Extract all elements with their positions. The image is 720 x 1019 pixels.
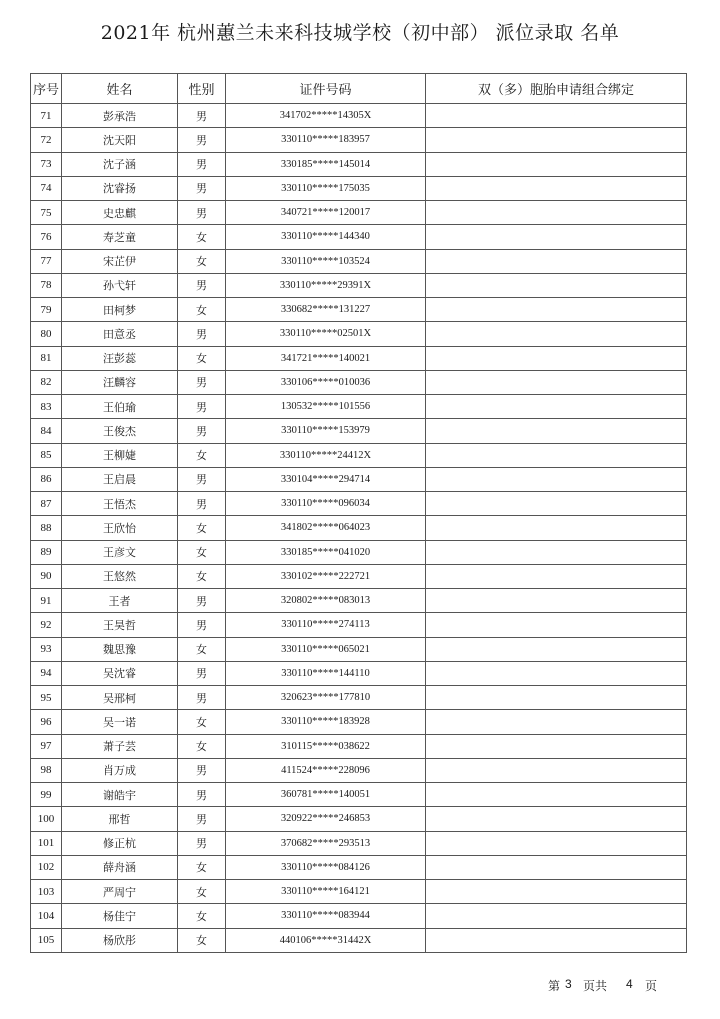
cell-id: 330110*****103524: [226, 249, 426, 273]
cell-gender: 男: [178, 831, 226, 855]
cell-id: 330110*****164121: [226, 880, 426, 904]
cell-id: 440106*****31442X: [226, 928, 426, 952]
cell-gender: 男: [178, 128, 226, 152]
cell-twin: [426, 783, 687, 807]
table-row: [31, 225, 687, 249]
cell-id: 330110*****144340: [226, 225, 426, 249]
table-row: [31, 613, 687, 637]
cell-name: 田柯梦: [62, 298, 178, 322]
cell-gender: 男: [178, 201, 226, 225]
page-title: 2021年 杭州蕙兰未来科技城学校（初中部） 派位录取 名单: [100, 22, 620, 44]
cell-no: 99: [31, 783, 62, 807]
admission-table: [30, 73, 687, 953]
cell-gender: 男: [178, 322, 226, 346]
table-row: [31, 928, 687, 952]
cell-twin: [426, 492, 687, 516]
cell-id: 320623*****177810: [226, 686, 426, 710]
cell-name: 王者: [62, 589, 178, 613]
cell-twin: [426, 613, 687, 637]
cell-no: 73: [31, 152, 62, 176]
cell-name: 汪彭蕊: [62, 346, 178, 370]
cell-name: 王悠然: [62, 564, 178, 588]
cell-twin: [426, 443, 687, 467]
cell-no: 90: [31, 564, 62, 588]
cell-id: 330110*****02501X: [226, 322, 426, 346]
cell-no: 93: [31, 637, 62, 661]
cell-id: 330110*****084126: [226, 855, 426, 879]
cell-name: 王伯瑜: [62, 395, 178, 419]
table-row: [31, 395, 687, 419]
cell-no: 78: [31, 273, 62, 297]
table-row: [31, 104, 687, 128]
cell-name: 王启晨: [62, 467, 178, 491]
cell-no: 100: [31, 807, 62, 831]
cell-no: 81: [31, 346, 62, 370]
table-row: [31, 201, 687, 225]
cell-no: 101: [31, 831, 62, 855]
cell-gender: 女: [178, 855, 226, 879]
cell-name: 吴一诺: [62, 710, 178, 734]
cell-no: 79: [31, 298, 62, 322]
cell-no: 103: [31, 880, 62, 904]
cell-id: 330110*****183957: [226, 128, 426, 152]
cell-twin: [426, 904, 687, 928]
table-row: [31, 904, 687, 928]
cell-id: 330102*****222721: [226, 564, 426, 588]
footer-page-prefix: 第: [548, 979, 561, 993]
cell-id: 330185*****145014: [226, 152, 426, 176]
cell-gender: 男: [178, 807, 226, 831]
cell-twin: [426, 831, 687, 855]
cell-twin: [426, 734, 687, 758]
table-row: [31, 564, 687, 588]
cell-name: 邢哲: [62, 807, 178, 831]
cell-id: 341702*****14305X: [226, 104, 426, 128]
table-row: [31, 686, 687, 710]
table-row: [31, 589, 687, 613]
table-row: [31, 783, 687, 807]
cell-name: 王昊哲: [62, 613, 178, 637]
cell-no: 76: [31, 225, 62, 249]
cell-gender: 男: [178, 104, 226, 128]
cell-name: 田意丞: [62, 322, 178, 346]
table-row: [31, 855, 687, 879]
footer-page-suffix: 页: [645, 979, 658, 993]
cell-name: 严周宁: [62, 880, 178, 904]
cell-no: 85: [31, 443, 62, 467]
table-row: [31, 152, 687, 176]
cell-no: 95: [31, 686, 62, 710]
cell-id: 330110*****096034: [226, 492, 426, 516]
cell-id: 330110*****274113: [226, 613, 426, 637]
cell-name: 王俊杰: [62, 419, 178, 443]
cell-id: 340721*****120017: [226, 201, 426, 225]
cell-no: 97: [31, 734, 62, 758]
cell-twin: [426, 564, 687, 588]
cell-gender: 男: [178, 758, 226, 782]
cell-gender: 男: [178, 492, 226, 516]
cell-id: 330110*****153979: [226, 419, 426, 443]
cell-twin: [426, 880, 687, 904]
cell-twin: [426, 855, 687, 879]
cell-no: 104: [31, 904, 62, 928]
cell-name: 肖万成: [62, 758, 178, 782]
cell-name: 沈睿扬: [62, 176, 178, 200]
cell-id: 330110*****083944: [226, 904, 426, 928]
cell-name: 孙弋轩: [62, 273, 178, 297]
cell-name: 吴沈睿: [62, 661, 178, 685]
cell-name: 沈子涵: [62, 152, 178, 176]
cell-id: 310115*****038622: [226, 734, 426, 758]
table-row: [31, 516, 687, 540]
cell-twin: [426, 540, 687, 564]
cell-name: 寿芝童: [62, 225, 178, 249]
cell-no: 83: [31, 395, 62, 419]
cell-twin: [426, 298, 687, 322]
cell-name: 魏思豫: [62, 637, 178, 661]
cell-gender: 女: [178, 904, 226, 928]
cell-name: 宋芷伊: [62, 249, 178, 273]
table-row: [31, 467, 687, 491]
cell-gender: 男: [178, 273, 226, 297]
cell-name: 汪麟容: [62, 370, 178, 394]
cell-gender: 女: [178, 637, 226, 661]
cell-name: 杨欣彤: [62, 928, 178, 952]
cell-gender: 女: [178, 710, 226, 734]
cell-name: 薛舟涵: [62, 855, 178, 879]
table-row: [31, 176, 687, 200]
cell-gender: 女: [178, 880, 226, 904]
cell-no: 71: [31, 104, 62, 128]
table-row: [31, 370, 687, 394]
cell-no: 82: [31, 370, 62, 394]
cell-no: 88: [31, 516, 62, 540]
cell-id: 341802*****064023: [226, 516, 426, 540]
table-row: [31, 128, 687, 152]
table-row: [31, 807, 687, 831]
cell-no: 77: [31, 249, 62, 273]
table-row: [31, 298, 687, 322]
cell-name: 彭承浩: [62, 104, 178, 128]
cell-twin: [426, 370, 687, 394]
cell-name: 谢皓宇: [62, 783, 178, 807]
table-row: [31, 758, 687, 782]
cell-twin: [426, 152, 687, 176]
cell-gender: 女: [178, 225, 226, 249]
header-twin: 双（多）胞胎申请组合绑定: [426, 74, 687, 104]
cell-twin: [426, 128, 687, 152]
cell-gender: 女: [178, 928, 226, 952]
table-row: [31, 880, 687, 904]
table-row: [31, 492, 687, 516]
cell-name: 王柳婕: [62, 443, 178, 467]
cell-twin: [426, 467, 687, 491]
cell-no: 74: [31, 176, 62, 200]
cell-name: 修正杭: [62, 831, 178, 855]
cell-twin: [426, 273, 687, 297]
footer-page-mid: 页共: [583, 979, 608, 993]
cell-no: 80: [31, 322, 62, 346]
table-body: [31, 104, 687, 953]
cell-no: 72: [31, 128, 62, 152]
table-row: [31, 443, 687, 467]
cell-gender: 男: [178, 589, 226, 613]
cell-id: 330682*****131227: [226, 298, 426, 322]
cell-name: 史忠麒: [62, 201, 178, 225]
cell-twin: [426, 225, 687, 249]
cell-twin: [426, 176, 687, 200]
cell-twin: [426, 201, 687, 225]
table-row: [31, 322, 687, 346]
cell-no: 87: [31, 492, 62, 516]
cell-twin: [426, 346, 687, 370]
cell-no: 105: [31, 928, 62, 952]
cell-id: 360781*****140051: [226, 783, 426, 807]
table-row: [31, 710, 687, 734]
header-name: 姓名: [62, 74, 178, 104]
header-no: 序号: [31, 74, 62, 104]
cell-no: 84: [31, 419, 62, 443]
header-gender: 性别: [178, 74, 226, 104]
cell-id: 330110*****144110: [226, 661, 426, 685]
cell-id: 330110*****29391X: [226, 273, 426, 297]
cell-twin: [426, 249, 687, 273]
cell-gender: 男: [178, 370, 226, 394]
cell-no: 98: [31, 758, 62, 782]
table-row: [31, 661, 687, 685]
table-row: [31, 249, 687, 273]
cell-no: 102: [31, 855, 62, 879]
cell-twin: [426, 589, 687, 613]
cell-gender: 女: [178, 734, 226, 758]
cell-no: 92: [31, 613, 62, 637]
cell-no: 91: [31, 589, 62, 613]
cell-id: 130532*****101556: [226, 395, 426, 419]
cell-gender: 女: [178, 249, 226, 273]
footer-current-page: 3: [565, 977, 572, 991]
table-row: [31, 831, 687, 855]
cell-gender: 男: [178, 783, 226, 807]
cell-id: 341721*****140021: [226, 346, 426, 370]
cell-no: 96: [31, 710, 62, 734]
cell-id: 330110*****065021: [226, 637, 426, 661]
cell-id: 330104*****294714: [226, 467, 426, 491]
cell-no: 89: [31, 540, 62, 564]
cell-no: 75: [31, 201, 62, 225]
cell-twin: [426, 419, 687, 443]
cell-gender: 女: [178, 443, 226, 467]
cell-twin: [426, 637, 687, 661]
cell-gender: 男: [178, 661, 226, 685]
table-row: [31, 540, 687, 564]
header-id: 证件号码: [226, 74, 426, 104]
cell-id: 370682*****293513: [226, 831, 426, 855]
cell-twin: [426, 710, 687, 734]
cell-twin: [426, 758, 687, 782]
cell-name: 沈天阳: [62, 128, 178, 152]
cell-twin: [426, 516, 687, 540]
cell-id: 320922*****246853: [226, 807, 426, 831]
cell-name: 吴邢柯: [62, 686, 178, 710]
cell-name: 杨佳宁: [62, 904, 178, 928]
cell-gender: 男: [178, 613, 226, 637]
cell-name: 王悟杰: [62, 492, 178, 516]
footer-total-pages: 4: [626, 977, 633, 991]
cell-gender: 男: [178, 152, 226, 176]
table-row: [31, 734, 687, 758]
cell-id: 330110*****24412X: [226, 443, 426, 467]
cell-name: 王彦文: [62, 540, 178, 564]
table-row: [31, 346, 687, 370]
cell-id: 330106*****010036: [226, 370, 426, 394]
cell-gender: 男: [178, 467, 226, 491]
cell-gender: 男: [178, 176, 226, 200]
cell-gender: 女: [178, 298, 226, 322]
cell-gender: 女: [178, 346, 226, 370]
cell-no: 86: [31, 467, 62, 491]
cell-gender: 女: [178, 516, 226, 540]
cell-gender: 女: [178, 540, 226, 564]
cell-id: 330110*****175035: [226, 176, 426, 200]
cell-gender: 男: [178, 686, 226, 710]
cell-id: 320802*****083013: [226, 589, 426, 613]
cell-twin: [426, 322, 687, 346]
cell-gender: 男: [178, 395, 226, 419]
table-row: [31, 419, 687, 443]
cell-twin: [426, 395, 687, 419]
table-header-row: [31, 74, 687, 104]
cell-gender: 男: [178, 419, 226, 443]
cell-id: 330185*****041020: [226, 540, 426, 564]
cell-id: 330110*****183928: [226, 710, 426, 734]
cell-twin: [426, 686, 687, 710]
cell-twin: [426, 104, 687, 128]
table-row: [31, 637, 687, 661]
cell-name: 萧子芸: [62, 734, 178, 758]
cell-gender: 女: [178, 564, 226, 588]
cell-id: 411524*****228096: [226, 758, 426, 782]
table-row: [31, 273, 687, 297]
cell-twin: [426, 807, 687, 831]
cell-twin: [426, 661, 687, 685]
cell-twin: [426, 928, 687, 952]
cell-name: 王欣怡: [62, 516, 178, 540]
cell-no: 94: [31, 661, 62, 685]
